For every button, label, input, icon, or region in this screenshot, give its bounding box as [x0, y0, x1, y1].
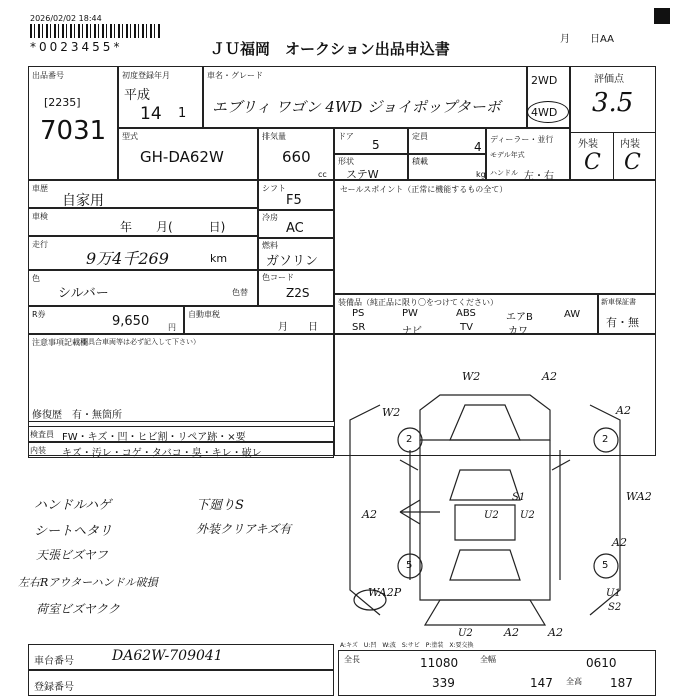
sales-point-label: セールスポイント（正常に機能するもの全て） [340, 185, 508, 194]
inspector-items: FW・キズ・凹・ヒビ割・リペア跡・×要 [62, 432, 246, 443]
registration-label: 初度登録年月 [122, 71, 170, 80]
mark-u1: U1 [606, 588, 621, 599]
car-name-label: 車名・グレード [207, 71, 263, 80]
dims-label-3: 全高 [566, 677, 582, 686]
wheel-label-rr: 5 [602, 560, 609, 571]
interior-row-label: 内装 [30, 446, 46, 455]
chassis-label: 車台番号 [34, 656, 74, 667]
exterior-label: 外装 [578, 139, 598, 150]
dealer-label: ディーラー・並行 [490, 135, 554, 144]
handle-value: 左・右 [524, 171, 554, 182]
equip-ps: PS [352, 308, 365, 319]
mark-u2-rear: U2 [458, 628, 473, 639]
mark-s1: S1 [512, 492, 526, 503]
chassis-value: DA62W-709041 [112, 648, 223, 664]
grade-value: 3.5 [592, 88, 634, 118]
timestamp: 2026/02/02 18:44 [30, 14, 102, 23]
model-value: GH-DA62W [140, 148, 224, 166]
warranty-label: 新車保証書 [601, 298, 636, 306]
drive-2wd: 2WD [531, 74, 558, 87]
load-unit: kg [476, 170, 486, 179]
equip-airbag: エアB [506, 312, 533, 323]
dealer-model-year: モデル年式 [490, 151, 525, 159]
equipment-label: 装備品（純正品に限り〇をつけてください） [338, 298, 498, 307]
color-code-label: 色コード [262, 273, 294, 282]
mileage-value: 9万4千269 [86, 249, 169, 268]
note-1: ハンドルハゲ [34, 498, 112, 513]
mark-w2-left: W2 [382, 406, 401, 419]
note-6: 下廻りS [196, 498, 244, 513]
length-value: 339 [432, 676, 455, 690]
mark-a2-side: A2 [362, 508, 377, 521]
mark-u2-b: U2 [520, 510, 535, 521]
note-3: 天張ビズヤフ [36, 548, 108, 562]
recycle-unit: 円 [168, 323, 176, 332]
width-value: 147 [530, 676, 553, 690]
usage-label: 車歴 [32, 184, 48, 193]
mark-w2-top: W2 [462, 370, 481, 383]
repaint-label: 色替 [232, 288, 248, 297]
dims-label-1: 全長 [344, 655, 360, 664]
handle-label: ハンドル [490, 169, 518, 177]
fuel-value: ガソリン [266, 254, 319, 269]
mark-a2-rear-a: A2 [504, 626, 519, 639]
equip-aw: AW [564, 309, 581, 320]
body-label: 形状 [338, 157, 354, 166]
mark-u2-a: U2 [484, 510, 499, 521]
interior-label: 内装 [620, 139, 640, 150]
door-value: 5 [372, 138, 380, 152]
wheel-label-fr: 2 [602, 434, 609, 445]
mileage-unit: km [210, 252, 228, 265]
mark-wa2p: WA2P [368, 586, 402, 599]
wheel-label-rl: 5 [406, 560, 413, 571]
recycle-label: R券 [32, 310, 46, 319]
registration-no-label: 登録番号 [34, 682, 74, 693]
body-value: ステW [346, 168, 379, 181]
registration-era: 平成 [124, 88, 151, 103]
inspection-label: 車検 [32, 212, 48, 221]
lot-label: 出品番号 [32, 71, 64, 80]
tax-label: 自動車税 [188, 310, 220, 319]
damage-legend: A:キズ U:凹 W:波 S:サビ P:塗装 X:要交換 [340, 642, 474, 649]
color-label: 色 [32, 274, 40, 283]
dims-label-2: 全幅 [480, 655, 496, 664]
note-5: 荷室ビズヤクク [36, 602, 120, 616]
tax-value: 月 日 [278, 322, 318, 333]
document-title: ＪＵ福岡 オークション出品申込書 [210, 40, 450, 58]
width-code: 0610 [586, 656, 617, 670]
equip-navi: ナビ [402, 326, 422, 337]
color-code-value: Z2S [286, 286, 310, 300]
lot-number: 7031 [40, 116, 107, 146]
ac-value: AC [286, 221, 304, 236]
mark-s2: S2 [608, 602, 622, 613]
lot-sub-number: [2235] [44, 96, 81, 109]
equip-abs: ABS [456, 308, 476, 319]
door-label: ドア [338, 132, 354, 141]
date-fill: 月 日AA [560, 34, 614, 45]
mileage-label: 走行 [32, 240, 48, 249]
note-4: 左右Rアウターハンドル破損 [18, 576, 158, 589]
recycle-value: 9,650 [112, 314, 150, 329]
mark-a2-top: A2 [542, 370, 557, 383]
equip-leather: カワ [508, 326, 528, 337]
barcode-number: *0023455* [30, 40, 123, 54]
repair-history: 修復歴 有・無箇所 [32, 410, 122, 421]
height-value: 187 [610, 676, 633, 690]
equip-sr: SR [352, 322, 366, 333]
registration-month: 1 [178, 106, 187, 121]
displacement-label: 排気量 [262, 132, 286, 141]
color-value: シルバー [58, 286, 109, 301]
notes-label: 注意事項記載欄 [32, 338, 88, 347]
notes-sub: （不具合車両等は必ず記入して下さい） [74, 338, 200, 346]
load-label: 積載 [412, 157, 428, 166]
wheel-label-fl: 2 [406, 434, 413, 445]
note-7: 外装クリアキズ有 [196, 522, 292, 536]
mark-a2-rear-b: A2 [548, 626, 563, 639]
displacement-unit: cc [318, 170, 327, 179]
capacity-value: 4 [474, 140, 482, 154]
registration-year: 14 [140, 104, 162, 124]
capacity-label: 定員 [412, 132, 428, 141]
exterior-grade: C [584, 150, 601, 175]
warranty-value: 有・無 [606, 316, 639, 329]
ac-label: 冷房 [262, 213, 278, 222]
equip-pw: PW [402, 308, 418, 319]
model-label: 型式 [122, 132, 138, 141]
interior-grade: C [624, 150, 641, 175]
length-code: 11080 [420, 656, 459, 670]
note-2: シートヘタリ [34, 524, 113, 539]
mark-a2-right-low: A2 [612, 536, 627, 549]
inspection-value: 年 月( 日) [120, 220, 226, 234]
usage-value: 自家用 [62, 193, 104, 209]
shift-value: F5 [286, 193, 302, 208]
inspector-label: 検査員 [30, 430, 54, 439]
displacement-value: 660 [282, 148, 311, 166]
fuel-label: 燃料 [262, 241, 278, 250]
mark-wa2-right: WA2 [626, 490, 652, 503]
mark-a2-right: A2 [616, 404, 631, 417]
drive-4wd: 4WD [531, 106, 558, 119]
grade-label: 評価点 [594, 74, 624, 85]
car-name-value: エブリィ ワゴン 4WD ジョイポップターボ [212, 98, 501, 116]
equip-tv: TV [460, 322, 473, 333]
interior-items: キズ・汚レ・コゲ・タバコ・臭・キレ・破レ [62, 448, 262, 459]
shift-label: シフト [262, 184, 286, 193]
